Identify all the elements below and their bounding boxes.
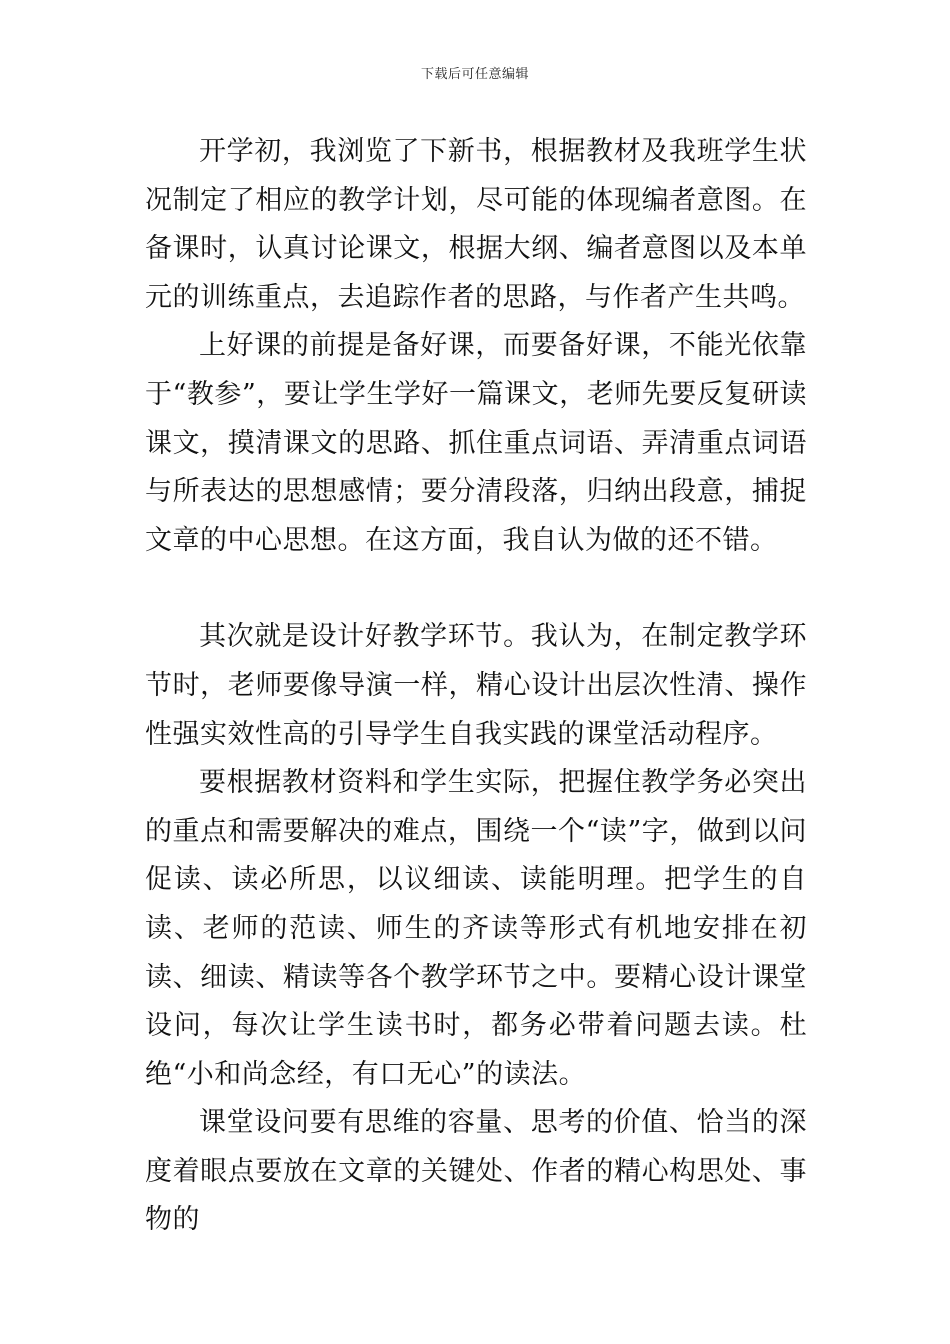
paragraph-5: 课堂设问要有思维的容量、思考的价值、恰当的深度着眼点要放在文章的关键处、作者的精心构思处、事物的 — [145, 1107, 807, 1236]
paragraph-spacer — [145, 565, 807, 613]
paragraph-4: 要根据教材资料和学生实际，把握住教学务必突出的重点和需要解决的难点，围绕一个“读”字，做到以问促读、读必所思，以议细读、读能明理。把学生的自读、老师的范读、师生的齐读等形式有机地安排在初读、细读、精读等各个教学环节之中。要精心设计课堂设问，每次让学生读书时，都务必带着问题去读。杜绝“小和尚念经，有口无心”的读法。 — [145, 767, 807, 1090]
header-note: 下载后可任意编辑 — [420, 67, 529, 82]
paragraph-1: 开学初，我浏览了下新书，根据教材及我班学生状况制定了相应的教学计划，尽可能的体现编者意图。在备课时，认真讨论课文，根据大纲、编者意图以及本单元的训练重点，去追踪作者的思路，与作者产生共鸣。 — [145, 136, 807, 313]
paragraph-2: 上好课的前提是备好课，而要备好课，不能光依靠于“教参”，要让学生学好一篇课文，老师先要反复研读课文，摸清课文的思路、抓住重点词语、弄清重点词语与所表达的思想感情；要分清段落，归纳出段意，捕捉文章的中心思想。在这方面，我自认为做的还不错。 — [145, 330, 807, 556]
document-body — [145, 128, 807, 1245]
paragraph-3: 其次就是设计好教学环节。我认为，在制定教学环节时，老师要像导演一样，精心设计出层次性清、操作性强实效性高的引导学生自我实践的课堂活动程序。 — [145, 621, 807, 750]
